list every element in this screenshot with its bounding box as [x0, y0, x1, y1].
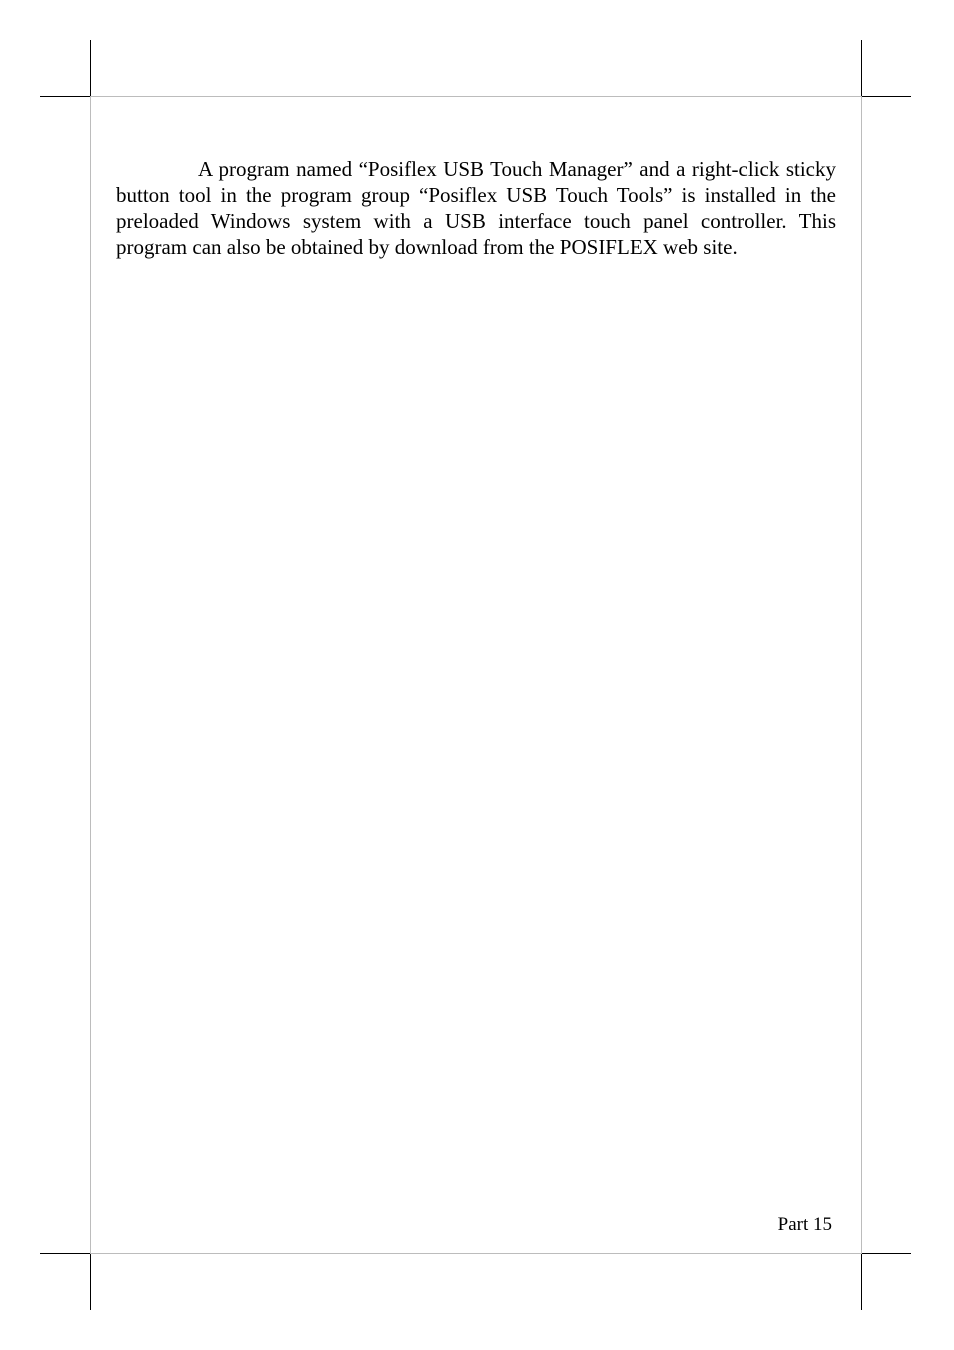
- body-paragraph: A program named “Posiflex USB Touch Manager” and a right-click sticky button tool in the program group “Posiflex USB Touch Tools” is installed in the preloaded Windows system with a USB interface touch panel controller. This program can also be obtained by download from the POSIFLEX web site.: [116, 157, 836, 259]
- bottom-frame-line: [90, 1253, 862, 1254]
- crop-mark-bottom-right-horizontal: [862, 1253, 911, 1254]
- left-frame-line: [90, 96, 91, 1253]
- right-frame-line: [861, 96, 862, 1253]
- page-footer-label: Part 15: [777, 1214, 832, 1235]
- crop-mark-top-left-horizontal: [40, 96, 90, 97]
- crop-mark-bottom-left-vertical: [90, 1254, 91, 1310]
- crop-mark-bottom-right-vertical: [861, 1254, 862, 1310]
- crop-mark-top-right-horizontal: [862, 96, 911, 97]
- crop-mark-top-right-vertical: [861, 40, 862, 96]
- crop-mark-top-left-vertical: [90, 40, 91, 96]
- crop-mark-bottom-left-horizontal: [40, 1253, 90, 1254]
- top-frame-line: [90, 96, 862, 97]
